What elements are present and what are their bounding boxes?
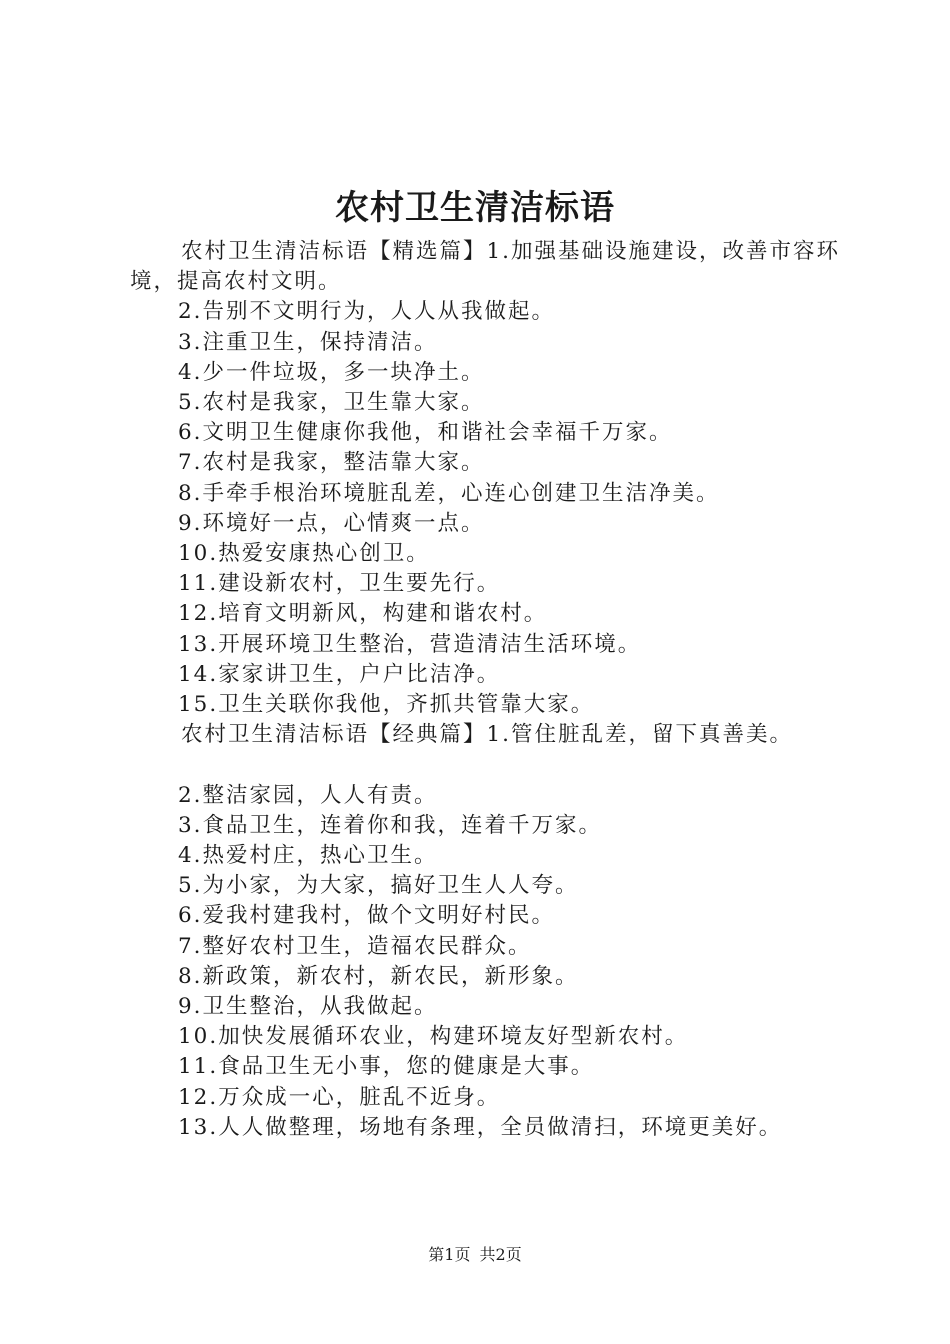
- list-item: 8.新政策，新农村，新农民，新形象。: [178, 963, 579, 989]
- list-item: 2.告别不文明行为，人人从我做起。: [178, 299, 556, 325]
- list-item: 9.环境好一点，心情爽一点。: [178, 510, 485, 536]
- page-title: 农村卫生清洁标语: [335, 188, 615, 228]
- list-item: 9.卫生整治，从我做起。: [178, 994, 438, 1020]
- list-item: 7.整好农村卫生，造福农民群众。: [178, 933, 532, 959]
- list-item: 5.为小家，为大家，搞好卫生人人夸。: [178, 873, 579, 899]
- blank-line: [130, 750, 850, 780]
- page-footer: [0, 1244, 950, 1266]
- list-item: 4.少一件垃圾，多一块净土。: [178, 359, 485, 385]
- list-item: 3.注重卫生，保持清洁。: [178, 329, 438, 355]
- list-item: 10.加快发展循环农业，构建环境友好型新农村。: [178, 1024, 689, 1050]
- section2-intro: 农村卫生清洁标语【经典篇】1.管住脏乱差，留下真善美。: [181, 722, 794, 748]
- document-body: [130, 237, 850, 1143]
- section1-intro: 农村卫生清洁标语【精选篇】1.加强基础设施建设，改善市容环境，提高农村文明。: [130, 239, 841, 295]
- list-item: 4.热爱村庄，热心卫生。: [178, 843, 438, 869]
- list-item: 11.食品卫生无小事，您的健康是大事。: [178, 1054, 595, 1080]
- list-item: 11.建设新农村，卫生要先行。: [178, 571, 501, 597]
- section2-list: [130, 781, 850, 1143]
- list-item: 8.手牵手根治环境脏乱差，心连心创建卫生洁净美。: [178, 480, 720, 506]
- list-item: 6.文明卫生健康你我他，和谐社会幸福千万家。: [178, 420, 673, 446]
- section1-list: [130, 297, 850, 720]
- list-item: 10.热爱安康热心创卫。: [178, 541, 430, 567]
- page-number: 第1页: [428, 1245, 471, 1264]
- list-item: 2.整洁家园，人人有责。: [178, 782, 438, 808]
- list-item: 13.开展环境卫生整治，营造清洁生活环境。: [178, 631, 642, 657]
- page-total: 共2页: [479, 1245, 522, 1264]
- list-item: 12.培育文明新风，构建和谐农村。: [178, 601, 548, 627]
- list-item: 7.农村是我家，整洁靠大家。: [178, 450, 485, 476]
- list-item: 12.万众成一心，脏乱不近身。: [178, 1084, 501, 1110]
- list-item: 14.家家讲卫生，户户比洁净。: [178, 661, 501, 687]
- list-item: 13.人人做整理，场地有条理，全员做清扫，环境更美好。: [178, 1114, 783, 1140]
- list-item: 5.农村是我家，卫生靠大家。: [178, 390, 485, 416]
- list-item: 3.食品卫生，连着你和我，连着千万家。: [178, 812, 603, 838]
- list-item: 15.卫生关联你我他，齐抓共管靠大家。: [178, 692, 595, 718]
- list-item: 6.爱我村建我村，做个文明好村民。: [178, 903, 556, 929]
